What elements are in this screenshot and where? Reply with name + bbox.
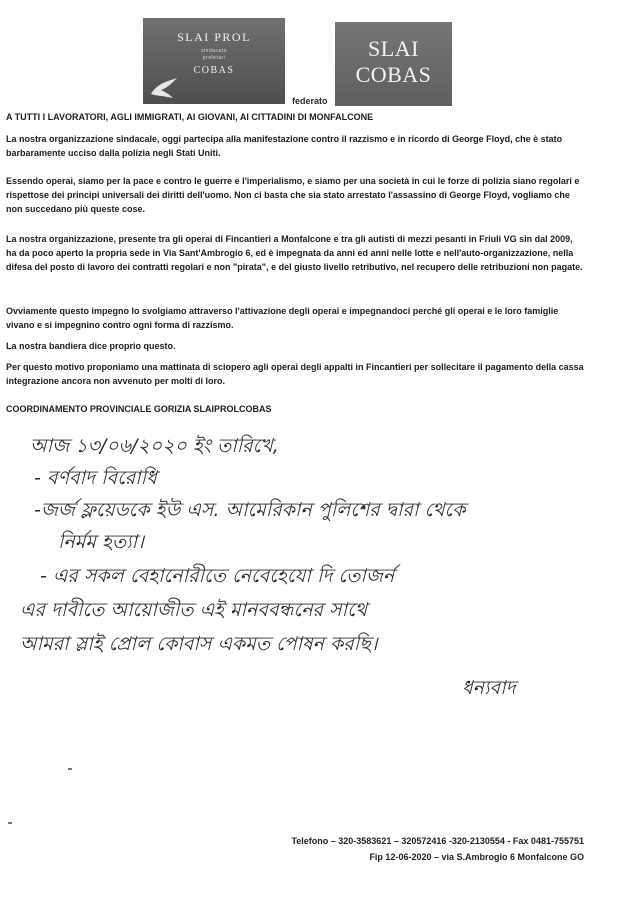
paragraph-6 bbox=[6, 360, 584, 388]
footer-print-note: Fip 12-06-2020 – via S.Ambrogio 6 Monfalcone GO bbox=[369, 852, 584, 862]
handwritten-line-5: - এর সকল বেহানোরীতে নেবেহেযো দি তোজর্ন bbox=[40, 565, 395, 587]
paragraph-4 bbox=[6, 304, 584, 332]
paragraph-4-text: Ovviamente questo impegno lo svolgiamo attraverso l'attivazione degli operai e impegnandoci perché gli operai e le loro famiglie vivano e si impegnino contro ogni forma di razzismo. bbox=[6, 306, 559, 330]
handwritten-line-2: - বর্ণবাদ বিরোধি bbox=[34, 467, 157, 489]
slai-cobas-logo bbox=[335, 22, 452, 106]
paragraph-5 bbox=[6, 339, 584, 353]
logo-left-subtitle-1: sindacato bbox=[201, 48, 227, 54]
paragraph-3 bbox=[6, 232, 584, 274]
paragraph-6-text: Per questo motivo proponiamo una mattinata di sciopero agli operai degli appalti in Fincantieri per sollecitare il pagamento della cassa integrazione ancora non avvenuto per molti di loro. bbox=[6, 362, 584, 386]
handwritten-line-7: আমরা স্লাই প্রোল কোবাস একমত পোষন করছি। bbox=[20, 633, 378, 655]
logo-right-slai: SLAI bbox=[368, 36, 419, 61]
logo-right-cobas: COBAS bbox=[355, 62, 432, 87]
handwritten-line-3: -জর্জ ফ্লয়েডকে ইউ এস. আমেরিকান পুলিশের দ্বারা থেকে bbox=[34, 499, 466, 521]
footer-contacts: Telefono – 320-3583621 – 320572416 -320-2130554 - Fax 0481-755751 bbox=[291, 836, 584, 846]
paragraph-2 bbox=[6, 174, 584, 216]
logo-left-cobas: COBAS bbox=[193, 65, 235, 76]
logo-left-title: SLAI PROL bbox=[177, 30, 251, 44]
paragraph-2-text: Essendo operai, siamo per la pace e contro le guerre e l'imperialismo, e siamo per una società in cui le forze di polizia siano regolari e rispettose dei principi universali dei diritti dell'uomo. Non ci basta che sia stato arrestato l'assassino di George Floyd, vogliamo che non succedano più queste cose. bbox=[6, 176, 580, 214]
logo-left-subtitle-2: proletari bbox=[202, 55, 226, 61]
slai-prol-cobas-logo bbox=[143, 18, 285, 104]
paragraph-1 bbox=[6, 132, 584, 160]
scan-speck bbox=[8, 822, 12, 824]
handwritten-line-6: এর দাবীতে আয়োজীত এই মানববন্ধনের সাথে bbox=[20, 599, 368, 621]
paragraph-5-text: La nostra bandiera dice proprio questo. bbox=[6, 341, 176, 351]
paragraph-1-text: La nostra organizzazione sindacale, oggi partecipa alla manifestazione contro il razzismo e in ricordo di George Floyd, che è stato barbaramente ucciso dalla polizia negli Stati Uniti. bbox=[6, 134, 563, 158]
dove-icon bbox=[149, 74, 179, 100]
handwritten-line-4: নির্মম হত্যা। bbox=[58, 531, 144, 553]
paragraph-3-text: La nostra organizzazione, presente tra gli operai di Fincantieri a Monfalcone e tra gli autisti di mezzi pesanti in Friuli VG sin dal 2009, ha da poco aperto la propria sede in Via Sant'Ambrogio 6, ed è impegnata da anni ed anni nelle lotte e nell'auto-organizzazione, nella difesa del posto di lavoro dei contratti regolari e non "pirata", e del giusto livello retributivo, nel recupero delle retribuzioni non pagate. bbox=[6, 234, 583, 272]
headline: A TUTTI I LAVORATORI, AGLI IMMIGRATI, AI GIOVANI, AI CITTADINI DI MONFALCONE bbox=[6, 112, 374, 122]
handwritten-thanks: ধন্যবাদ bbox=[462, 677, 516, 699]
signature: COORDINAMENTO PROVINCIALE GORIZIA SLAIPROLCOBAS bbox=[6, 404, 272, 414]
federato-label: federato bbox=[292, 96, 328, 106]
handwritten-line-1: আজ ১৩/০৬/২০২০ ইং তারিখে, bbox=[30, 435, 279, 457]
scan-speck bbox=[68, 768, 72, 770]
